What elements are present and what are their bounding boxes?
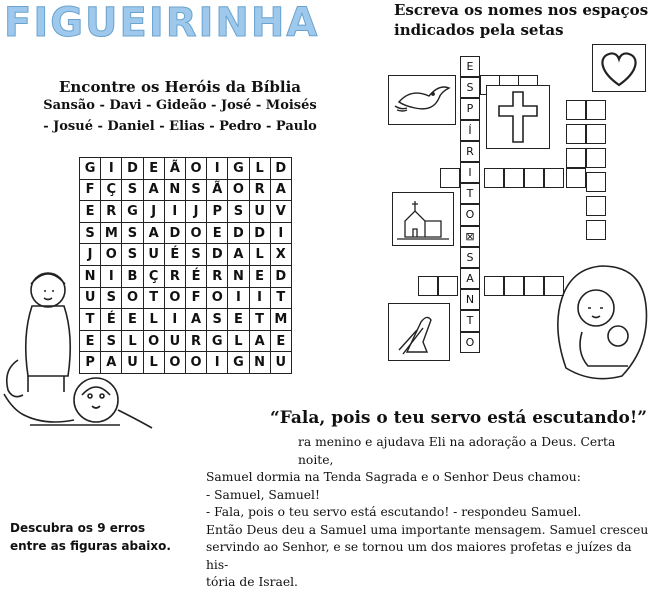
grid-letter-cell[interactable]: F [80, 179, 101, 201]
grid-letter-cell[interactable]: R [249, 179, 270, 201]
grid-letter-cell[interactable]: U [143, 244, 164, 266]
spot-differences-heading [10, 519, 171, 555]
grid-letter-cell[interactable]: E [80, 201, 101, 223]
vertical-word-letter-cell[interactable]: R [460, 141, 480, 162]
grid-letter-cell[interactable]: D [270, 158, 291, 180]
grid-letter-cell[interactable]: D [270, 265, 291, 287]
grid-letter-cell[interactable]: É [164, 244, 185, 266]
grid-letter-cell[interactable]: S [185, 244, 206, 266]
grid-letter-cell[interactable]: A [270, 179, 291, 201]
grid-letter-cell[interactable]: T [80, 309, 101, 331]
grid-letter-cell[interactable]: I [207, 158, 228, 180]
grid-letter-cell[interactable]: S [122, 222, 143, 244]
grid-letter-cell[interactable]: S [80, 222, 101, 244]
vertical-word-letter-cell[interactable]: T [460, 310, 480, 331]
grid-letter-cell[interactable]: T [143, 287, 164, 309]
grid-letter-cell[interactable]: F [185, 287, 206, 309]
grid-letter-cell[interactable]: Ã [164, 158, 185, 180]
spot-differences-line-2: entre as figuras abaixo. [10, 539, 171, 553]
grid-letter-cell[interactable]: O [185, 158, 206, 180]
vertical-word-letter-cell[interactable]: T [460, 183, 480, 204]
grid-row [80, 179, 292, 201]
grid-letter-cell[interactable]: E [207, 222, 228, 244]
vertical-word-letter-cell[interactable]: Í [460, 120, 480, 141]
praying-hands-icon [389, 304, 449, 360]
grid-letter-cell[interactable]: N [228, 265, 249, 287]
grid-letter-cell[interactable]: M [101, 222, 122, 244]
crossword-cell[interactable] [586, 148, 606, 168]
heart-icon [593, 45, 645, 91]
grid-letter-cell[interactable]: E [122, 309, 143, 331]
grid-letter-cell[interactable]: J [80, 244, 101, 266]
crossword-cell[interactable] [438, 276, 458, 296]
crossword-cell[interactable] [586, 220, 606, 240]
crossword-cell[interactable] [418, 276, 438, 296]
story-line: Samuel dormia na Tenda Sagrada e o Senhor Deus chamou: [206, 470, 581, 484]
grid-letter-cell[interactable]: U [270, 352, 291, 374]
grid-letter-cell[interactable]: M [270, 309, 291, 331]
crossword-cell[interactable] [524, 168, 544, 188]
crossword-cell[interactable] [586, 172, 606, 192]
grid-letter-cell[interactable]: U [122, 352, 143, 374]
grid-letter-cell[interactable]: S [101, 287, 122, 309]
grid-letter-cell[interactable]: U [80, 287, 101, 309]
grid-letter-cell[interactable]: X [270, 244, 291, 266]
grid-letter-cell[interactable]: É [185, 265, 206, 287]
instruction-line-2: indicados pela setas [394, 21, 564, 39]
grid-letter-cell[interactable]: R [101, 201, 122, 223]
grid-letter-cell[interactable]: R [164, 265, 185, 287]
hero-names-line-1: Sansão - Davi - Gideão - José - Moisés [43, 98, 317, 113]
grid-letter-cell[interactable]: P [80, 352, 101, 374]
crossword-cell[interactable] [544, 168, 564, 188]
grid-letter-cell[interactable]: E [80, 330, 101, 352]
story-line: servindo ao Senhor, e se tornou um dos maiores profetas e juízes da his- [206, 540, 632, 572]
crossword-cell[interactable] [566, 168, 586, 188]
grid-letter-cell[interactable]: L [143, 309, 164, 331]
church-clue-picture [392, 192, 454, 246]
grid-letter-cell[interactable]: T [249, 309, 270, 331]
girl-with-bear-illustration [552, 262, 652, 380]
grid-letter-cell[interactable]: L [122, 330, 143, 352]
story-line: ra menino e ajudava Eli na adoração a Deus. Certa noite, [298, 435, 616, 467]
grid-letter-cell[interactable]: N [249, 352, 270, 374]
crossword-cell[interactable] [566, 124, 586, 144]
grid-letter-cell[interactable]: D [164, 222, 185, 244]
grid-letter-cell[interactable]: D [122, 158, 143, 180]
instruction-line-1: Escreva os nomes nos espaços [394, 1, 649, 19]
grid-letter-cell[interactable]: G [228, 352, 249, 374]
story-line: tória de Israel. [206, 575, 298, 589]
crossword-cell[interactable] [484, 276, 504, 296]
crossword-cell[interactable] [504, 168, 524, 188]
grid-letter-cell[interactable]: I [101, 265, 122, 287]
grid-row [80, 222, 292, 244]
grid-letter-cell[interactable]: I [249, 287, 270, 309]
vertical-word-letter-cell[interactable]: S [460, 77, 480, 98]
grid-letter-cell[interactable]: O [185, 352, 206, 374]
grid-letter-cell[interactable]: I [207, 352, 228, 374]
crossword-cell[interactable] [586, 124, 606, 144]
grid-letter-cell[interactable]: I [228, 287, 249, 309]
grid-letter-cell[interactable]: O [122, 287, 143, 309]
church-icon [393, 193, 453, 245]
grid-letter-cell[interactable]: L [143, 352, 164, 374]
grid-letter-cell[interactable]: A [249, 330, 270, 352]
david-and-lion-illustration [0, 260, 160, 440]
grid-letter-cell[interactable]: O [164, 352, 185, 374]
grid-letter-cell[interactable]: S [185, 179, 206, 201]
crossword-cell[interactable] [566, 148, 586, 168]
grid-letter-cell[interactable]: S [122, 244, 143, 266]
grid-letter-cell[interactable]: E [143, 158, 164, 180]
grid-letter-cell[interactable]: S [122, 179, 143, 201]
grid-letter-cell[interactable]: D [249, 222, 270, 244]
crossword-cell[interactable] [566, 100, 586, 120]
grid-letter-cell[interactable]: A [185, 309, 206, 331]
grid-letter-cell[interactable]: I [164, 201, 185, 223]
grid-letter-cell[interactable]: S [207, 309, 228, 331]
grid-letter-cell[interactable]: D [207, 244, 228, 266]
grid-letter-cell[interactable]: V [270, 201, 291, 223]
grid-letter-cell[interactable]: J [143, 201, 164, 223]
grid-letter-cell[interactable]: J [185, 201, 206, 223]
grid-letter-cell[interactable]: I [164, 309, 185, 331]
story-text [206, 434, 652, 592]
crossword-instruction [394, 0, 654, 40]
crossword-cell[interactable] [440, 168, 460, 188]
story-line: Então Deus deu a Samuel uma importante mensagem. Samuel cresceu [206, 522, 649, 537]
logo-title: FIGUEIRINHA [4, 0, 320, 46]
grid-letter-cell[interactable]: Ã [207, 179, 228, 201]
grid-letter-cell[interactable]: U [164, 330, 185, 352]
grid-letter-cell[interactable]: T [270, 287, 291, 309]
grid-letter-cell[interactable]: G [207, 330, 228, 352]
grid-letter-cell[interactable]: G [80, 158, 101, 180]
grid-letter-cell[interactable]: L [249, 244, 270, 266]
grid-row [80, 201, 292, 223]
hero-names-line-2: - Josué - Daniel - Elias - Pedro - Paulo [43, 119, 317, 134]
crossword-cell[interactable] [586, 100, 606, 120]
grid-letter-cell[interactable]: É [101, 309, 122, 331]
grid-letter-cell[interactable]: S [228, 201, 249, 223]
grid-letter-cell[interactable]: O [185, 222, 206, 244]
grid-letter-cell[interactable]: Ç [143, 265, 164, 287]
grid-letter-cell[interactable]: N [80, 265, 101, 287]
grid-letter-cell[interactable]: G [122, 201, 143, 223]
vertical-word-letter-cell[interactable]: S [460, 247, 480, 268]
grid-letter-cell[interactable]: O [228, 179, 249, 201]
vertical-word-letter-cell[interactable]: O [460, 204, 480, 225]
grid-letter-cell[interactable]: R [207, 265, 228, 287]
grid-letter-cell[interactable]: L [249, 158, 270, 180]
crossword-cell[interactable] [484, 168, 504, 188]
story-quote-title: “Fala, pois o teu servo está escutando!” [270, 408, 648, 428]
grid-letter-cell[interactable]: O [143, 330, 164, 352]
spot-differences-line-1: Descubra os 9 erros [10, 521, 146, 535]
vertical-word-letter-cell[interactable]: O [460, 332, 480, 353]
story-line: - Samuel, Samuel! [206, 487, 320, 502]
grid-letter-cell[interactable]: O [207, 287, 228, 309]
crossword-cell[interactable] [504, 276, 524, 296]
heart-clue-picture [592, 44, 646, 92]
vertical-word-letter-cell[interactable]: E [460, 56, 480, 77]
dove-icon [389, 76, 455, 124]
story-line: - Fala, pois o teu servo está escutando! - respondeu Samuel. [206, 505, 582, 519]
grid-letter-cell[interactable]: R [185, 330, 206, 352]
grid-letter-cell[interactable]: P [207, 201, 228, 223]
grid-letter-cell[interactable]: A [101, 352, 122, 374]
vertical-word-letter-cell[interactable]: P [460, 98, 480, 119]
grid-letter-cell[interactable]: E [228, 309, 249, 331]
grid-letter-cell[interactable]: S [101, 330, 122, 352]
vertical-word-letter-cell[interactable]: ⊠ [460, 226, 480, 247]
vertical-word-letter-cell[interactable]: N [460, 289, 480, 310]
grid-letter-cell[interactable]: N [164, 179, 185, 201]
grid-letter-cell[interactable]: O [101, 244, 122, 266]
grid-letter-cell[interactable]: A [143, 222, 164, 244]
grid-row [80, 158, 292, 180]
word-search-title: Encontre os Heróis da Bíblia [58, 78, 302, 96]
grid-letter-cell[interactable]: O [164, 287, 185, 309]
dove-clue-picture [388, 75, 456, 125]
grid-letter-cell[interactable]: A [143, 179, 164, 201]
grid-letter-cell[interactable]: A [228, 244, 249, 266]
grid-letter-cell[interactable]: E [249, 265, 270, 287]
cross-icon [487, 86, 549, 148]
cross-clue-picture [486, 85, 550, 149]
grid-letter-cell[interactable]: U [249, 201, 270, 223]
grid-letter-cell[interactable]: E [270, 330, 291, 352]
grid-letter-cell[interactable]: I [270, 222, 291, 244]
grid-letter-cell[interactable]: G [228, 158, 249, 180]
vertical-word-letter-cell[interactable]: A [460, 268, 480, 289]
grid-letter-cell[interactable]: L [228, 330, 249, 352]
grid-letter-cell[interactable]: Ç [101, 179, 122, 201]
crossword-cell[interactable] [524, 276, 544, 296]
praying-hands-clue-picture [388, 303, 450, 361]
grid-letter-cell[interactable]: B [122, 265, 143, 287]
grid-letter-cell[interactable]: I [101, 158, 122, 180]
crossword-cell[interactable] [586, 196, 606, 216]
vertical-word-letter-cell[interactable]: I [460, 162, 480, 183]
grid-letter-cell[interactable]: D [228, 222, 249, 244]
